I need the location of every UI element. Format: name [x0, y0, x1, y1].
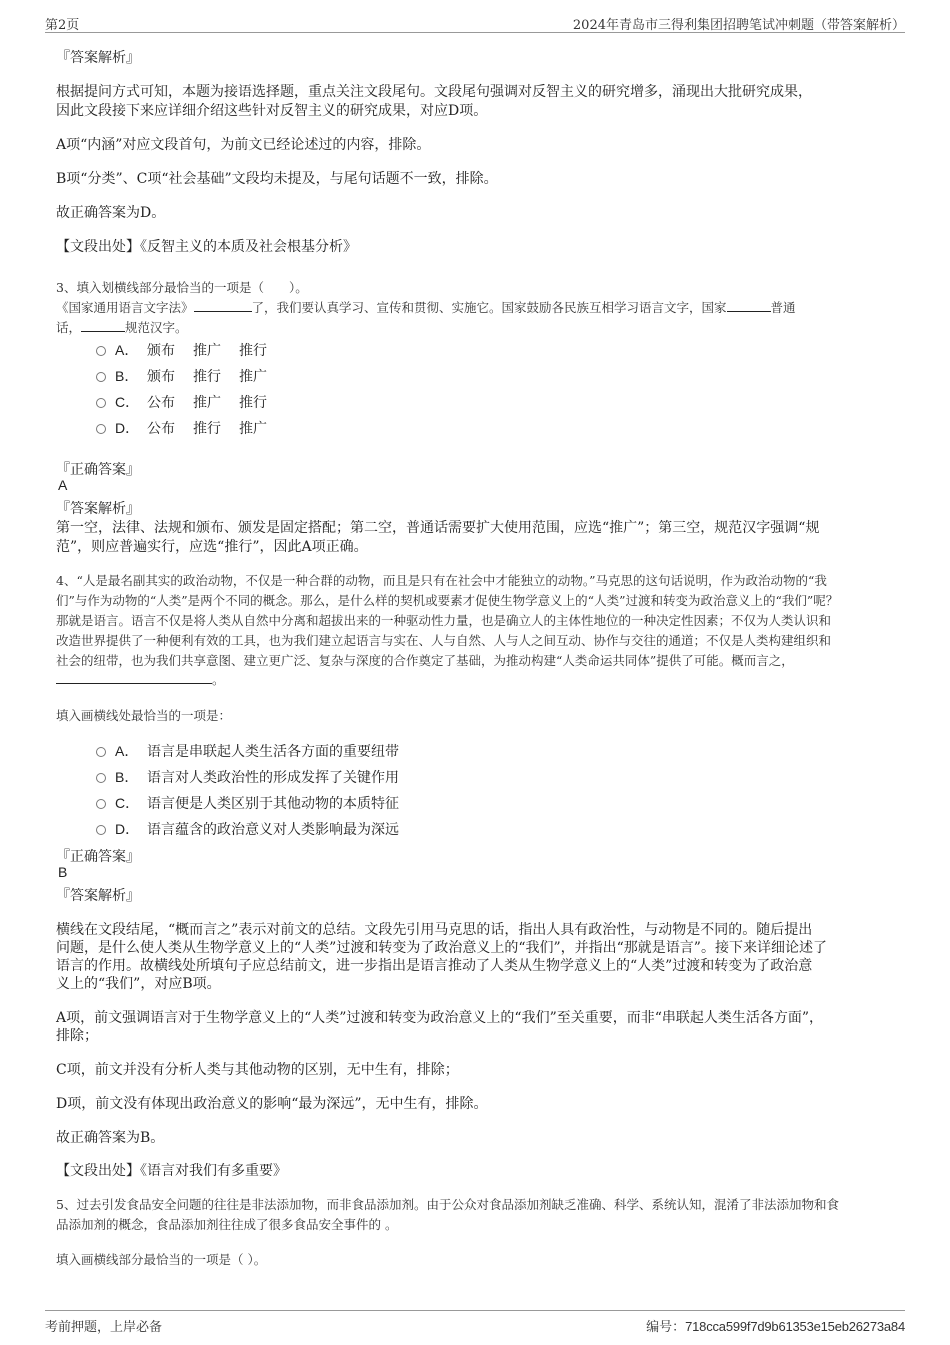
analysis-label: 『答案解析』 [56, 50, 140, 66]
q4-option[interactable]: D． 语言蕴含的政治意义对人类影响最为深远 [96, 819, 399, 839]
radio-icon[interactable] [96, 825, 106, 835]
radio-icon[interactable] [96, 372, 106, 382]
document-title: 2024年青岛市三得利集团招聘笔试冲刺题（带答案解析） [572, 18, 905, 33]
fill-blank [56, 671, 212, 684]
q5-prompt: 填入画横线部分最恰当的一项是（ ）。 [56, 1252, 267, 1267]
q3-stem: 3、填入划横线部分最恰当的一项是（ ）。 [56, 280, 308, 295]
analysis-line: 义上的“我们”，对应B项。 [56, 976, 221, 992]
page-footer [45, 1310, 905, 1335]
q4-passage-line: 改造世界提供了一种便利有效的工具，也为我们建立起语言与实在、人与自然、人与人之间互动、协作与交往的通道；不仅是人类构建组织和 [56, 633, 832, 648]
q3-text: 普通 [770, 300, 796, 315]
fill-blank [81, 319, 125, 332]
q3-option[interactable]: B． 颁布 推行 推广 [96, 366, 285, 386]
analysis-label: 『答案解析』 [56, 501, 140, 517]
page-header [45, 12, 905, 33]
radio-icon[interactable] [96, 747, 106, 757]
analysis-label: 『答案解析』 [56, 888, 140, 904]
q4-passage-line: 那就是语言。语言不仅是将人类从自然中分离和超拔出来的一种驱动性力量，也是确立人的主体性地位的一种决定性因素；不仅为人类认识和 [56, 613, 832, 628]
page-number: 第2页 [45, 18, 80, 33]
footer-slogan: 考前押题，上岸必备 [45, 1320, 163, 1335]
q4-prompt: 填入画横线处最恰当的一项是： [56, 708, 232, 723]
correct-answer-label: 『正确答案』 [56, 849, 140, 865]
analysis-option-a: 排除； [56, 1028, 98, 1044]
q4-option[interactable]: B． 语言对人类政治性的形成发挥了关键作用 [96, 767, 399, 787]
radio-icon[interactable] [96, 398, 106, 408]
document-code: 编号：718cca599f7d9b61353e15eb26273a84 [646, 1319, 905, 1335]
radio-icon[interactable] [96, 773, 106, 783]
q4-passage-line: 4、“人是最名副其实的政治动物，不仅是一种合群的动物，而且是只有在社会中才能独立的动物。”马克思的这句话说明，作为政治动物的“我 [56, 573, 827, 588]
analysis-option-a: A项，前文强调语言对于生物学意义上的“人类”过渡和转变为政治意义上的“我们”至关重要，而非“串联起人类生活各方面”， [56, 1010, 824, 1026]
q3-option[interactable]: C． 公布 推广 推行 [96, 392, 285, 412]
fill-blank [194, 299, 252, 312]
analysis-option-a: A项“内涵”对应文段首句，为前文已经论述过的内容，排除。 [56, 137, 431, 153]
q3-text: 规范汉字。 [125, 320, 188, 335]
q3-option[interactable]: D． 公布 推行 推广 [96, 418, 285, 438]
q3-passage-line [56, 318, 188, 336]
q3-text: 话， [56, 320, 82, 335]
q3-passage-line [56, 298, 796, 316]
correct-answer-label: 『正确答案』 [56, 462, 140, 478]
fill-blank [727, 299, 771, 312]
analysis-line: 横线在文段结尾，“概而言之”表示对前文的总结。文段先引用马克思的话，指出人具有政治性，与动物是不同的。随后提出 [56, 922, 813, 938]
radio-icon[interactable] [96, 346, 106, 356]
q4-passage-line: 们”与作为动物的“人类”是两个不同的概念。那么，是什么样的契机或要素才促使生物学意义上的“人类”过渡和转变为政治意义上的“我们”呢？ [56, 593, 839, 608]
analysis-paragraph-line: 因此文段接下来应详细介绍这些针对反智主义的研究成果，对应D项。 [56, 103, 488, 119]
q5-passage-line: 5、过去引发食品安全问题的往往是非法添加物，而非食品添加剂。由于公众对食品添加剂缺乏准确、科学、系统认知，混淆了非法添加物和食 [56, 1197, 839, 1212]
analysis-line: 第一空，法律、法规和颁布、颁发是固定搭配；第二空，普通话需要扩大使用范围，应选“推广”；第三空，规范汉字强调“规 [56, 520, 820, 536]
source-citation: 【文段出处】《反智主义的本质及社会根基分析》 [56, 239, 357, 255]
analysis-line: 问题，是什么使人类从生物学意义上的“人类”过渡和转变为了政治意义上的“我们”，并指出“那就是语言”。接下来详细论述了 [56, 940, 827, 956]
correct-answer: B [58, 864, 68, 880]
analysis-paragraph-line: 根据提问方式可知，本题为接语选择题，重点关注文段尾句。文段尾句强调对反智主义的研究增多，涌现出大批研究成果， [56, 84, 812, 100]
analysis-conclusion: 故正确答案为D。 [56, 205, 166, 221]
q3-text: 《国家通用语言文字法》 [56, 300, 194, 315]
analysis-conclusion: 故正确答案为B。 [56, 1130, 165, 1146]
analysis-line: 范”，则应普遍实行，应选“推行”，因此A项正确。 [56, 539, 368, 555]
radio-icon[interactable] [96, 799, 106, 809]
analysis-option-c: C项，前文并没有分析人类与其他动物的区别，无中生有，排除； [56, 1062, 459, 1078]
q4-passage-line: 社会的纽带，也为我们共享意图、建立更广泛、复杂与深度的合作奠定了基础，为推动构建“人类命运共同体”提供了可能。概而言之， [56, 653, 794, 668]
source-citation: 【文段出处】《语言对我们有多重要》 [56, 1163, 287, 1179]
correct-answer: A [58, 477, 68, 493]
q4-fill-line: 。 [56, 670, 225, 688]
q3-text: 了，我们要认真学习、宣传和贯彻、实施它。国家鼓励各民族互相学习语言文字，国家 [251, 300, 727, 315]
q5-passage-line: 品添加剂的概念，食品添加剂往往成了很多食品安全事件的 。 [56, 1217, 398, 1232]
q3-option[interactable]: A． 颁布 推广 推行 [96, 340, 285, 360]
q4-option[interactable]: C． 语言便是人类区别于其他动物的本质特征 [96, 793, 399, 813]
analysis-option-d: D项，前文没有体现出政治意义的影响“最为深远”，无中生有，排除。 [56, 1096, 488, 1112]
radio-icon[interactable] [96, 424, 106, 434]
analysis-option-bc: B项“分类”、C项“社会基础”文段均未提及，与尾句话题不一致，排除。 [56, 171, 498, 187]
analysis-line: 语言的作用。故横线处所填句子应总结前文，进一步指出是语言推动了人类从生物学意义上的“人类”过渡和转变为了政治意 [56, 958, 813, 974]
q4-option[interactable]: A． 语言是串联起人类生活各方面的重要纽带 [96, 741, 399, 761]
